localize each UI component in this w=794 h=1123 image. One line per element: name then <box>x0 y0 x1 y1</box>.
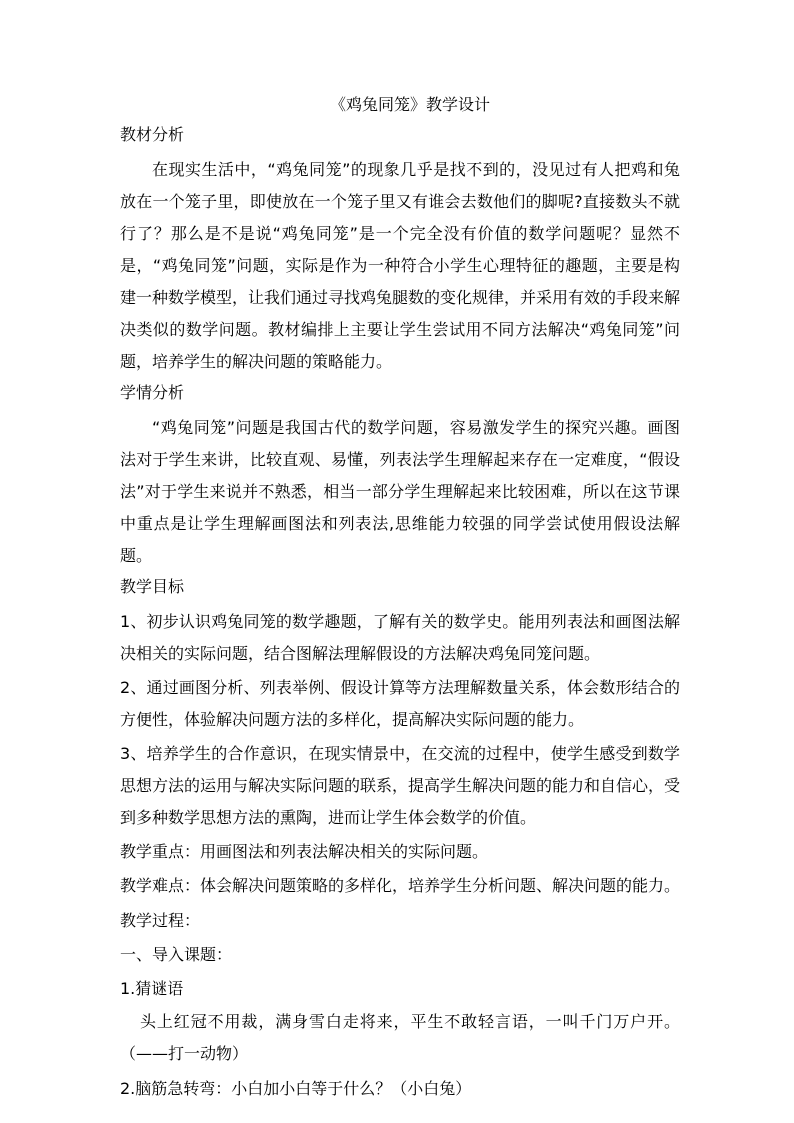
document-title: 《鸡兔同笼》教学设计 <box>329 95 490 114</box>
section-heading-teaching-goals: 教学目标 <box>120 577 185 596</box>
student-analysis-paragraph: “鸡兔同笼”问题是我国古代的数学问题，容易激发学生的探究兴趣。画图法对于学生来讲，比较直观、易懂，列表法学生理解起来存在一定难度，“假设法”对于学生来说并不熟悉，相当一部分学生理解起来比较困难，所以在这节课中重点是让学生理解画图法和列表法,思维能力较强的同学尝试使用假设法解题。 <box>120 418 680 565</box>
process-item-1-title: 1.猜谜语 <box>120 979 184 998</box>
section-heading-student-analysis: 学情分析 <box>120 383 185 402</box>
teaching-process-heading: 教学过程： <box>120 911 201 930</box>
teaching-goal-3: 3、培养学生的合作意识，在现实情景中，在交流的过程中，使学生感受到数学思想方法的运用与解决实际问题的联系，提高学生解决问题的能力和自信心，受到多种数学思想方法的熏陶，进而让学生体会数学的价值。 <box>120 744 681 827</box>
process-step-1: 一、导入课题： <box>120 945 233 964</box>
teaching-difficulty: 教学难点：体会解决问题策略的多样化，培养学生分析问题、解决问题的能力。 <box>120 876 681 895</box>
section-heading-textbook-analysis: 教材分析 <box>120 125 185 144</box>
teaching-goal-2: 2、通过画图分析、列表举例、假设计算等方法理解数量关系，体会数形结合的方便性，体验解决问题方法的多样化，提高解决实际问题的能力。 <box>120 678 680 729</box>
process-item-2: 2.脑筋急转弯：小白加小白等于什么？（小白兔） <box>120 1079 472 1098</box>
teaching-key-point: 教学重点：用画图法和列表法解决相关的实际问题。 <box>120 842 489 861</box>
textbook-analysis-paragraph: 在现实生活中，“鸡兔同笼”的现象几乎是找不到的，没见过有人把鸡和兔放在一个笼子里，即使放在一个笼子里又有谁会去数他们的脚呢?直接数头不就行了？那么是不是说“鸡兔同笼”是一个完全没有价值的数学问题呢？显然不是，“鸡兔同笼”问题，实际是作为一种符合小学生心理特征的趣题，主要是构建一种数学模型，让我们通过寻找鸡兔腿数的变化规律，并采用有效的手段来解决类似的数学问题。教材编排上主要让学生尝试用不同方法解决“鸡兔同笼”问题，培养学生的解决问题的策略能力。 <box>120 160 681 371</box>
teaching-goal-1: 1、初步认识鸡兔同笼的数学趣题，了解有关的数学史。能用列表法和画图法解决相关的实际问题，结合图解法理解假设的方法解决鸡兔同笼问题。 <box>120 612 680 663</box>
document-page <box>120 92 680 1106</box>
riddle-text: 头上红冠不用裁，满身雪白走将来，平生不敢轻言语，一叫千门万户开。（——打一动物） <box>120 1012 680 1063</box>
